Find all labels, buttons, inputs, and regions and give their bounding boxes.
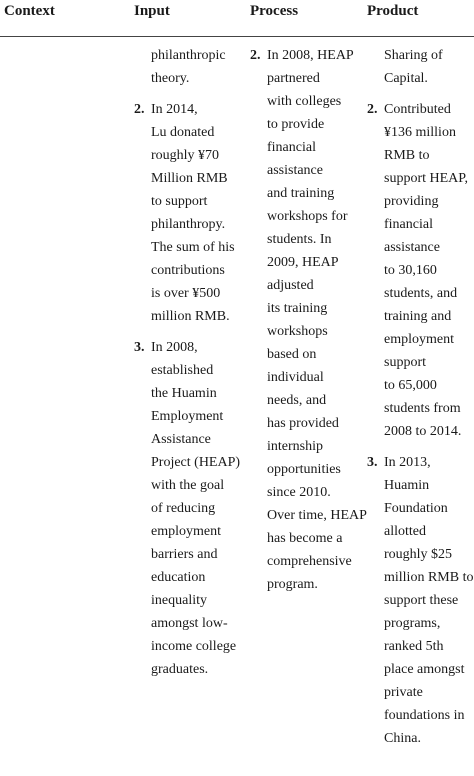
list-item (367, 98, 474, 443)
item-text: In 2008, established the Huamin Employment Assistance Project (HEAP) with the goal of reducing employment barriers and education inequality amongst low- income college graduates. (151, 340, 241, 677)
item-text: Sharing of Capital. (384, 48, 443, 86)
item-text: In 2008, HEAP partnered with colleges to provide financial assistance and training workshops for students. In 2009, HEAP adjusted its training workshops based on individual needs, and has provided internship opportunities since 2010. Over time, HEAP has become a comprehensive program. (267, 48, 367, 592)
header-process: Process (250, 3, 299, 19)
header-product: Product (367, 3, 419, 19)
header-input: Input (134, 3, 170, 19)
list-item (134, 336, 250, 681)
item-number: 2. (367, 102, 378, 117)
header-context: Context (4, 3, 55, 19)
item-text: In 2014, Lu donated roughly ¥70 Million RMB to support philanthropy. The sum of his contributions is over ¥500 million RMB. (151, 102, 235, 324)
item-number: 3. (134, 340, 145, 355)
item-text: Contributed ¥136 million RMB to support HEAP, providing financial assistance to 30,160 students, and training and employment support to 65,000 students from 2008 to 2014. (384, 102, 469, 439)
list-item (367, 451, 474, 750)
list-item (250, 44, 367, 596)
item-text: In 2013, Huamin Foundation allotted roughly $25 million RMB to support these programs, ranked 5th place amongst private foundations in China. (384, 455, 474, 746)
process-column (250, 44, 367, 604)
input-column (134, 44, 250, 689)
list-item (367, 44, 474, 90)
list-item (134, 44, 250, 90)
item-number: 2. (134, 102, 145, 117)
item-number: 3. (367, 455, 378, 470)
table-header (0, 0, 474, 37)
item-text: philanthropic theory. (151, 48, 226, 86)
item-number: 2. (250, 48, 261, 63)
list-item (134, 98, 250, 328)
product-column (367, 44, 474, 758)
